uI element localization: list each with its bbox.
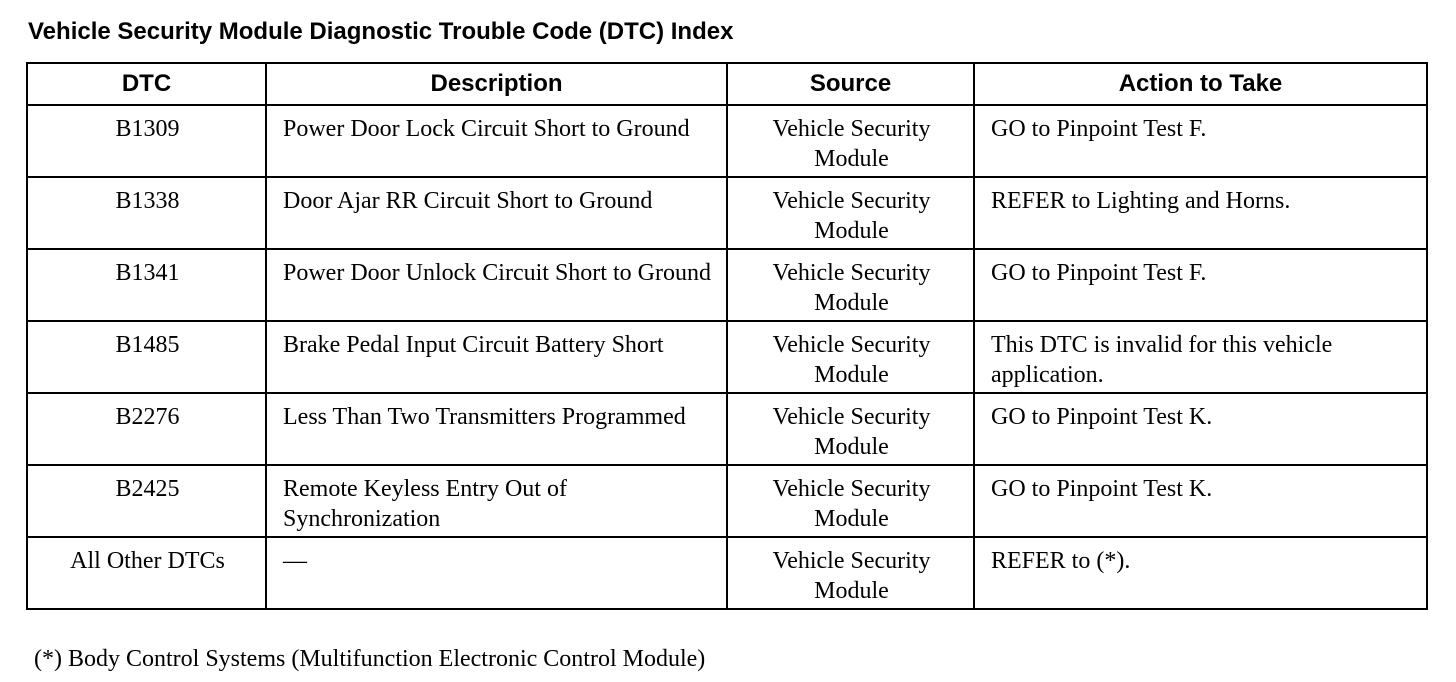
- dtc-code-cell: B2276: [27, 393, 266, 465]
- table-row: [27, 249, 1427, 321]
- column-header-description: Description: [266, 63, 727, 105]
- source-cell: Vehicle Security Module: [727, 105, 974, 177]
- dtc-index-table: [26, 62, 1428, 610]
- action-cell: REFER to Lighting and Horns.: [974, 177, 1427, 249]
- dtc-code-cell: B1485: [27, 321, 266, 393]
- description-cell: Brake Pedal Input Circuit Battery Short: [266, 321, 727, 393]
- description-cell: Power Door Lock Circuit Short to Ground: [266, 105, 727, 177]
- source-cell: Vehicle Security Module: [727, 321, 974, 393]
- column-header-action: Action to Take: [974, 63, 1427, 105]
- description-cell: Remote Keyless Entry Out of Synchronization: [266, 465, 727, 537]
- description-cell: Power Door Unlock Circuit Short to Ground: [266, 249, 727, 321]
- table-row: [27, 537, 1427, 609]
- description-cell: —: [266, 537, 727, 609]
- source-cell: Vehicle Security Module: [727, 177, 974, 249]
- dtc-code-cell: B1338: [27, 177, 266, 249]
- action-cell: GO to Pinpoint Test F.: [974, 105, 1427, 177]
- table-row: [27, 393, 1427, 465]
- action-cell: GO to Pinpoint Test F.: [974, 249, 1427, 321]
- description-cell: Door Ajar RR Circuit Short to Ground: [266, 177, 727, 249]
- action-cell: REFER to (*).: [974, 537, 1427, 609]
- dtc-code-cell: B1309: [27, 105, 266, 177]
- action-cell: GO to Pinpoint Test K.: [974, 465, 1427, 537]
- source-cell: Vehicle Security Module: [727, 249, 974, 321]
- action-cell: GO to Pinpoint Test K.: [974, 393, 1427, 465]
- source-cell: Vehicle Security Module: [727, 393, 974, 465]
- source-cell: Vehicle Security Module: [727, 537, 974, 609]
- table-row: [27, 321, 1427, 393]
- footnote: (*) Body Control Systems (Multifunction Electronic Control Module): [34, 646, 706, 672]
- action-cell: This DTC is invalid for this vehicle application.: [974, 321, 1427, 393]
- dtc-code-cell: B1341: [27, 249, 266, 321]
- document-title: Vehicle Security Module Diagnostic Trouble Code (DTC) Index: [28, 18, 734, 45]
- dtc-code-cell: B2425: [27, 465, 266, 537]
- column-header-dtc: DTC: [27, 63, 266, 105]
- column-header-source: Source: [727, 63, 974, 105]
- description-cell: Less Than Two Transmitters Programmed: [266, 393, 727, 465]
- table-header-row: [27, 63, 1427, 105]
- dtc-code-cell: All Other DTCs: [27, 537, 266, 609]
- table-row: [27, 105, 1427, 177]
- table-row: [27, 177, 1427, 249]
- table-row: [27, 465, 1427, 537]
- source-cell: Vehicle Security Module: [727, 465, 974, 537]
